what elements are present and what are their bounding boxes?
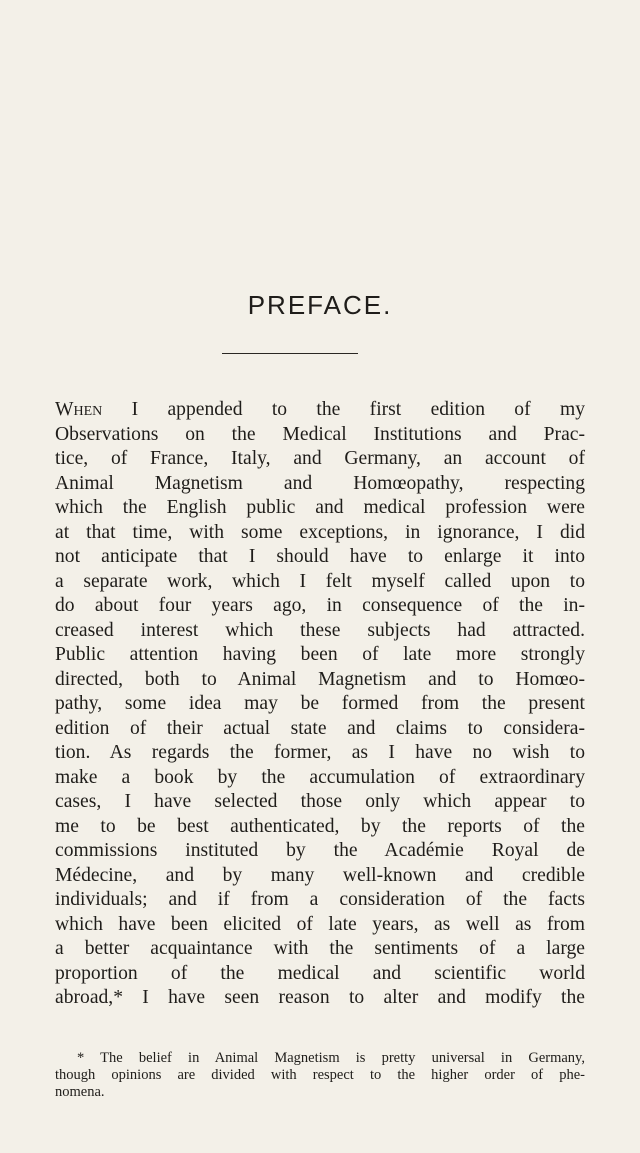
text-line: directed, both to Animal Magnetism and to Homœo-: [55, 668, 585, 690]
text-line: which have been elicited of late years, as well as from: [55, 913, 585, 935]
text-line: me to be best authenticated, by the reports of the: [55, 815, 585, 837]
text-line: tice, of France, Italy, and Germany, an account of: [55, 448, 585, 469]
text-line: tion. As regards the former, as I have no wish to: [55, 742, 585, 763]
text-line: Public attention having been of late more strongly: [55, 644, 585, 665]
page-heading: PREFACE.: [247, 290, 393, 320]
text-line: creased interest which these subjects had attracted.: [55, 619, 585, 641]
footnote-line: nomena.: [55, 1084, 105, 1100]
text-line: Médecine, and by many well-known and credible: [55, 864, 585, 886]
text-line: a separate work, which I felt myself called upon to: [55, 570, 585, 592]
text-line: cases, I have selected those only which appear to: [55, 791, 585, 812]
text-line: commissions instituted by the Académie Royal de: [55, 840, 585, 861]
text-line: Observations on the Medical Institutions and Prac-: [55, 423, 585, 445]
preface-paragraph: [55, 398, 585, 1011]
text-line: a better acquaintance with the sentiments of a large: [55, 938, 585, 959]
footnote: [55, 1050, 585, 1101]
text-line: edition of their actual state and claims to considera-: [55, 717, 585, 739]
text-line: which the English public and medical profession were: [55, 497, 585, 518]
text-line: not anticipate that I should have to enlarge it into: [55, 546, 585, 567]
text-line: When I appended to the first edition of my: [55, 399, 585, 420]
text-line: Animal Magnetism and Homœopathy, respecting: [55, 472, 585, 494]
text-line: proportion of the medical and scientific world: [55, 962, 585, 984]
text-line: make a book by the accumulation of extraordinary: [55, 766, 585, 788]
text-line: at that time, with some exceptions, in ignorance, I did: [55, 521, 585, 543]
heading-divider: [222, 353, 358, 354]
footnote-line: though opinions are divided with respect to the higher order of phe-: [55, 1067, 585, 1083]
footnote-line: * The belief in Animal Magnetism is pretty universal in Germany,: [77, 1050, 585, 1066]
opening-word: When: [55, 399, 103, 420]
text-line: pathy, some idea may be formed from the present: [55, 693, 585, 714]
text-line: abroad,* I have seen reason to alter and modify the: [55, 987, 585, 1008]
text-line: individuals; and if from a consideration of the facts: [55, 889, 585, 910]
text-line: do about four years ago, in consequence of the in-: [55, 595, 585, 616]
